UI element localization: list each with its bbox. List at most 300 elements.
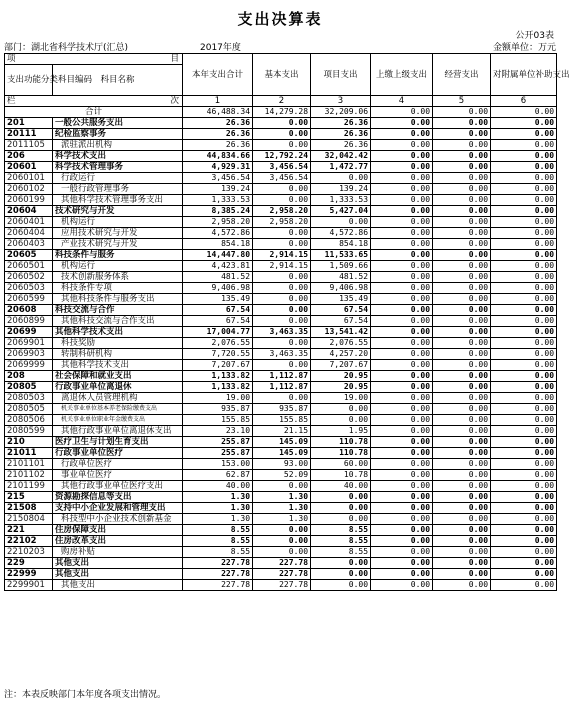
row-value: 20.95	[311, 382, 371, 393]
row-value: 0.00	[433, 569, 491, 580]
total-value: 14,279.28	[253, 107, 311, 118]
row-code: 2080503	[5, 393, 53, 404]
row-value: 0.00	[371, 239, 433, 250]
row-code: 2060502	[5, 272, 53, 283]
row-value: 0.00	[433, 217, 491, 228]
row-value: 854.18	[311, 239, 371, 250]
total-label: 合计	[5, 107, 183, 118]
row-value: 0.00	[433, 393, 491, 404]
row-value: 20.95	[311, 371, 371, 382]
row-value: 0.00	[253, 393, 311, 404]
row-value: 32,042.42	[311, 151, 371, 162]
row-value: 0.00	[371, 283, 433, 294]
row-value: 2,914.15	[253, 261, 311, 272]
row-value: 0.00	[253, 272, 311, 283]
row-value: 0.00	[253, 239, 311, 250]
row-name: 其他支出	[53, 558, 183, 569]
meta-row	[4, 40, 556, 52]
table-row	[5, 558, 557, 569]
row-name: 医疗卫生与计划生育支出	[53, 437, 183, 448]
row-value: 227.78	[253, 569, 311, 580]
row-value: 0.00	[491, 129, 557, 140]
row-value: 0.00	[491, 393, 557, 404]
total-row	[5, 107, 557, 118]
row-code: 20608	[5, 305, 53, 316]
col-header-total: 本年支出合计	[183, 54, 253, 96]
row-value: 8.55	[183, 547, 253, 558]
row-code: 20604	[5, 206, 53, 217]
row-value: 0.00	[311, 404, 371, 415]
row-value: 0.00	[371, 305, 433, 316]
row-code: 22999	[5, 569, 53, 580]
row-value: 0.00	[371, 536, 433, 547]
row-value: 2,958.20	[253, 217, 311, 228]
row-value: 0.00	[491, 294, 557, 305]
row-value: 0.00	[433, 272, 491, 283]
table-row	[5, 272, 557, 283]
row-code: 2060501	[5, 261, 53, 272]
row-value: 227.78	[183, 558, 253, 569]
row-value: 1.30	[253, 492, 311, 503]
col-header-subsidy: 对附属单位补助支出	[491, 54, 557, 96]
row-value: 0.00	[433, 162, 491, 173]
row-value: 0.00	[433, 261, 491, 272]
row-name: 科学技术支出	[53, 151, 183, 162]
row-value: 0.00	[253, 129, 311, 140]
row-value: 3,456.54	[253, 173, 311, 184]
row-value: 0.00	[491, 360, 557, 371]
table-row	[5, 294, 557, 305]
row-name: 购房补贴	[53, 547, 183, 558]
row-value: 0.00	[491, 503, 557, 514]
row-value: 0.00	[491, 404, 557, 415]
row-value: 0.00	[491, 162, 557, 173]
row-value: 481.52	[183, 272, 253, 283]
row-value: 0.00	[371, 514, 433, 525]
row-name: 应用技术研究与开发	[53, 228, 183, 239]
row-value: 1.30	[183, 503, 253, 514]
row-code: 20699	[5, 327, 53, 338]
row-name: 机构运行	[53, 261, 183, 272]
table-row	[5, 382, 557, 393]
row-value: 0.00	[371, 382, 433, 393]
row-value: 2,076.55	[183, 338, 253, 349]
row-value: 1.30	[253, 503, 311, 514]
row-value: 21.15	[253, 426, 311, 437]
row-name: 事业单位医疗	[53, 470, 183, 481]
row-value: 0.00	[491, 448, 557, 459]
row-value: 0.00	[491, 371, 557, 382]
row-value: 0.00	[491, 470, 557, 481]
table-row	[5, 338, 557, 349]
row-value: 0.00	[433, 448, 491, 459]
row-value: 0.00	[491, 492, 557, 503]
row-value: 0.00	[491, 327, 557, 338]
table-row	[5, 459, 557, 470]
row-value: 8.55	[311, 547, 371, 558]
row-value: 0.00	[253, 140, 311, 151]
col-num-1: 1	[183, 96, 253, 107]
row-value: 0.00	[433, 129, 491, 140]
row-code: 206	[5, 151, 53, 162]
row-value: 0.00	[491, 580, 557, 591]
row-value: 26.36	[311, 129, 371, 140]
row-name: 其他支出	[53, 569, 183, 580]
row-value: 93.00	[253, 459, 311, 470]
row-value: 5,427.04	[311, 206, 371, 217]
row-value: 0.00	[433, 228, 491, 239]
row-value: 0.00	[371, 118, 433, 129]
row-name: 行政单位医疗	[53, 459, 183, 470]
table-row	[5, 580, 557, 591]
row-value: 135.49	[183, 294, 253, 305]
row-value: 0.00	[371, 195, 433, 206]
row-value: 0.00	[433, 547, 491, 558]
row-value: 67.54	[311, 305, 371, 316]
row-value: 67.54	[311, 316, 371, 327]
row-code: 20111	[5, 129, 53, 140]
row-value: 110.78	[311, 448, 371, 459]
row-value: 1.30	[183, 492, 253, 503]
table-row	[5, 360, 557, 371]
row-value: 60.00	[311, 459, 371, 470]
table-row	[5, 536, 557, 547]
row-code: 2210203	[5, 547, 53, 558]
row-name: 住房改革支出	[53, 536, 183, 547]
row-value: 0.00	[253, 360, 311, 371]
row-value: 0.00	[491, 415, 557, 426]
row-value: 0.00	[371, 492, 433, 503]
row-value: 4,257.20	[311, 349, 371, 360]
row-value: 23.10	[183, 426, 253, 437]
row-code: 2101199	[5, 481, 53, 492]
row-value: 0.00	[433, 580, 491, 591]
row-name: 一般公共服务支出	[53, 118, 183, 129]
table-row	[5, 283, 557, 294]
row-value: 0.00	[491, 382, 557, 393]
row-code: 2080506	[5, 415, 53, 426]
table-row	[5, 129, 557, 140]
row-value: 227.78	[183, 569, 253, 580]
row-code: 210	[5, 437, 53, 448]
header-xiang: 项	[7, 54, 16, 64]
form-number: 公开03表	[515, 31, 554, 41]
row-value: 0.00	[491, 481, 557, 492]
row-name: 其他科学技术支出	[53, 327, 183, 338]
header-xiang-mu	[5, 54, 183, 65]
table-row	[5, 426, 557, 437]
row-value: 4,572.86	[183, 228, 253, 239]
row-value: 0.00	[433, 250, 491, 261]
row-value: 0.00	[253, 481, 311, 492]
row-value: 0.00	[433, 338, 491, 349]
row-value: 26.36	[311, 140, 371, 151]
footnote: 注：本表反映部门本年度各项支出情况。	[4, 690, 167, 700]
row-value: 8.55	[311, 536, 371, 547]
row-value: 1,112.87	[253, 382, 311, 393]
row-name: 机构运行	[53, 217, 183, 228]
row-code: 201	[5, 118, 53, 129]
row-value: 0.00	[371, 206, 433, 217]
row-value: 0.00	[491, 349, 557, 360]
row-value: 0.00	[253, 305, 311, 316]
row-value: 0.00	[371, 173, 433, 184]
row-value: 9,406.98	[311, 283, 371, 294]
row-name: 科技条件专项	[53, 283, 183, 294]
table-row	[5, 261, 557, 272]
table-row	[5, 437, 557, 448]
row-value: 0.00	[491, 547, 557, 558]
col-header-project: 项目支出	[311, 54, 371, 96]
table-row	[5, 140, 557, 151]
row-value: 8,385.24	[183, 206, 253, 217]
row-value: 1,133.82	[183, 382, 253, 393]
row-name: 机关事业单位职业年金缴费支出	[53, 415, 183, 426]
col-num-2: 2	[253, 96, 311, 107]
col-num-4: 4	[371, 96, 433, 107]
col-num-5: 5	[433, 96, 491, 107]
row-value: 0.00	[371, 184, 433, 195]
row-value: 0.00	[371, 250, 433, 261]
row-value: 0.00	[253, 547, 311, 558]
row-value: 0.00	[371, 415, 433, 426]
total-value: 46,488.34	[183, 107, 253, 118]
row-value: 255.87	[183, 437, 253, 448]
row-value: 44,834.66	[183, 151, 253, 162]
row-value: 11,533.65	[311, 250, 371, 261]
row-value: 0.00	[433, 459, 491, 470]
table-row	[5, 415, 557, 426]
row-value: 0.00	[253, 184, 311, 195]
row-value: 0.00	[433, 371, 491, 382]
row-value: 0.00	[371, 426, 433, 437]
row-value: 110.78	[311, 437, 371, 448]
row-value: 0.00	[371, 151, 433, 162]
row-code: 2101101	[5, 459, 53, 470]
table-row	[5, 118, 557, 129]
col-header-operating: 经营支出	[433, 54, 491, 96]
row-name: 其他支出	[53, 580, 183, 591]
row-name: 一般行政管理事务	[53, 184, 183, 195]
row-value: 0.00	[371, 371, 433, 382]
row-value: 0.00	[491, 459, 557, 470]
row-value: 854.18	[183, 239, 253, 250]
row-value: 139.24	[311, 184, 371, 195]
row-value: 26.36	[183, 118, 253, 129]
row-value: 0.00	[371, 459, 433, 470]
row-value: 0.00	[491, 140, 557, 151]
table-row	[5, 371, 557, 382]
total-value: 0.00	[491, 107, 557, 118]
row-name: 其他科技条件与服务支出	[53, 294, 183, 305]
row-value: 0.00	[371, 228, 433, 239]
row-value: 0.00	[371, 448, 433, 459]
row-value: 3,463.35	[253, 327, 311, 338]
row-value: 0.00	[371, 261, 433, 272]
row-value: 8.55	[311, 525, 371, 536]
expenditure-table	[4, 53, 570, 591]
row-value: 0.00	[253, 283, 311, 294]
row-value: 0.00	[371, 569, 433, 580]
department-label: 部门：湖北省科学技术厅(汇总)	[4, 43, 129, 53]
row-value: 0.00	[253, 118, 311, 129]
row-value: 19.00	[183, 393, 253, 404]
row-code: 2060404	[5, 228, 53, 239]
col-header-code: 支出功能分类科目编码	[5, 65, 53, 96]
row-value: 0.00	[371, 503, 433, 514]
row-value: 0.00	[311, 415, 371, 426]
row-value: 4,423.81	[183, 261, 253, 272]
table-row	[5, 151, 557, 162]
row-value: 26.36	[183, 129, 253, 140]
total-value: 32,209.06	[311, 107, 371, 118]
row-value: 3,456.54	[183, 173, 253, 184]
row-value: 0.00	[433, 514, 491, 525]
row-value: 0.00	[491, 250, 557, 261]
row-value: 1,112.87	[253, 371, 311, 382]
row-value: 12,792.24	[253, 151, 311, 162]
row-value: 0.00	[433, 481, 491, 492]
row-code: 21011	[5, 448, 53, 459]
row-value: 8.55	[183, 525, 253, 536]
row-code: 2060401	[5, 217, 53, 228]
row-name: 科技型中小企业技术创新基金	[53, 514, 183, 525]
table-row	[5, 250, 557, 261]
row-value: 0.00	[433, 437, 491, 448]
row-value: 1.95	[311, 426, 371, 437]
header-mu: 目	[170, 54, 180, 64]
row-value: 1.30	[253, 514, 311, 525]
row-value: 0.00	[371, 404, 433, 415]
row-value: 0.00	[433, 525, 491, 536]
row-value: 4,572.86	[311, 228, 371, 239]
row-value: 227.78	[253, 580, 311, 591]
row-value: 0.00	[371, 437, 433, 448]
table-row	[5, 503, 557, 514]
row-value: 0.00	[491, 514, 557, 525]
row-value: 0.00	[433, 206, 491, 217]
row-value: 0.00	[311, 514, 371, 525]
table-row	[5, 184, 557, 195]
row-code: 20605	[5, 250, 53, 261]
row-value: 14,447.80	[183, 250, 253, 261]
row-name: 支持中小企业发展和管理支出	[53, 503, 183, 514]
row-value: 0.00	[433, 426, 491, 437]
row-value: 0.00	[491, 151, 557, 162]
row-value: 0.00	[433, 283, 491, 294]
row-value: 0.00	[371, 316, 433, 327]
row-value: 0.00	[433, 118, 491, 129]
row-value: 0.00	[253, 536, 311, 547]
row-code: 2060899	[5, 316, 53, 327]
table-row	[5, 206, 557, 217]
table-row	[5, 162, 557, 173]
row-value: 0.00	[311, 558, 371, 569]
row-value: 227.78	[183, 580, 253, 591]
unit-label: 金额单位：万元	[492, 43, 556, 53]
row-name: 科技条件与服务	[53, 250, 183, 261]
row-value: 0.00	[371, 349, 433, 360]
row-code: 2069903	[5, 349, 53, 360]
row-code: 2150804	[5, 514, 53, 525]
row-value: 10.78	[311, 470, 371, 481]
row-value: 145.09	[253, 448, 311, 459]
row-name: 其他科技交流与合作支出	[53, 316, 183, 327]
row-value: 0.00	[371, 294, 433, 305]
row-value: 0.00	[491, 558, 557, 569]
row-code: 215	[5, 492, 53, 503]
row-value: 67.54	[183, 305, 253, 316]
col-header-name: 科目名称	[53, 65, 183, 96]
row-value: 0.00	[491, 239, 557, 250]
row-code: 2060101	[5, 173, 53, 184]
total-value: 0.00	[433, 107, 491, 118]
row-name: 行政运行	[53, 173, 183, 184]
row-name: 资源勘探信息等支出	[53, 492, 183, 503]
row-value: 0.00	[491, 338, 557, 349]
row-name: 其他行政事业单位医疗支出	[53, 481, 183, 492]
row-name: 科学技术管理事务	[53, 162, 183, 173]
row-name: 其他科学技术管理事务支出	[53, 195, 183, 206]
col-header-basic: 基本支出	[253, 54, 311, 96]
row-value: 0.00	[371, 580, 433, 591]
row-value: 145.09	[253, 437, 311, 448]
row-value: 26.36	[311, 118, 371, 129]
row-code: 221	[5, 525, 53, 536]
row-value: 0.00	[371, 393, 433, 404]
row-code: 2060199	[5, 195, 53, 206]
row-value: 0.00	[311, 569, 371, 580]
table-row	[5, 305, 557, 316]
row-value: 255.87	[183, 448, 253, 459]
row-value: 0.00	[433, 327, 491, 338]
row-value: 0.00	[491, 426, 557, 437]
row-value: 0.00	[371, 525, 433, 536]
row-code: 2011105	[5, 140, 53, 151]
row-name: 纪检监察事务	[53, 129, 183, 140]
row-value: 1,509.66	[311, 261, 371, 272]
row-value: 52.09	[253, 470, 311, 481]
row-value: 0.00	[433, 492, 491, 503]
row-name: 其他行政事业单位离退休支出	[53, 426, 183, 437]
row-value: 0.00	[311, 580, 371, 591]
row-value: 0.00	[371, 129, 433, 140]
row-value: 0.00	[433, 151, 491, 162]
row-value: 0.00	[371, 327, 433, 338]
table-row	[5, 448, 557, 459]
row-value: 2,914.15	[253, 250, 311, 261]
row-code: 2080505	[5, 404, 53, 415]
row-name: 行政事业单位医疗	[53, 448, 183, 459]
row-value: 155.85	[183, 415, 253, 426]
row-code: 22102	[5, 536, 53, 547]
row-value: 0.00	[433, 305, 491, 316]
row-value: 0.00	[253, 338, 311, 349]
table-row	[5, 173, 557, 184]
row-value: 0.00	[253, 316, 311, 327]
row-value: 1,133.82	[183, 371, 253, 382]
row-value: 135.49	[311, 294, 371, 305]
row-value: 0.00	[253, 525, 311, 536]
row-value: 1,472.77	[311, 162, 371, 173]
row-name: 其他科学技术支出	[53, 360, 183, 371]
row-value: 26.36	[183, 140, 253, 151]
row-value: 0.00	[433, 415, 491, 426]
row-value: 0.00	[433, 470, 491, 481]
row-value: 0.00	[371, 481, 433, 492]
row-value: 935.87	[183, 404, 253, 415]
row-value: 0.00	[433, 404, 491, 415]
